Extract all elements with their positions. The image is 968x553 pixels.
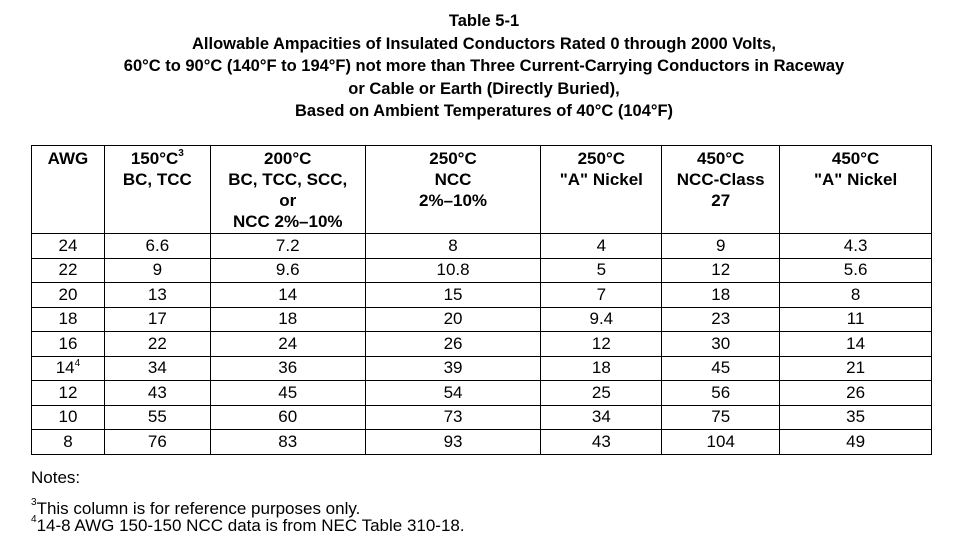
ampacity-cell: 43 xyxy=(541,430,662,455)
ampacity-cell: 5 xyxy=(541,258,662,283)
ampacity-cell: 18 xyxy=(210,307,365,332)
note-text: This column is for reference purposes only. xyxy=(36,499,361,518)
ampacity-cell: 35 xyxy=(780,405,932,430)
ampacity-cell: 39 xyxy=(365,356,541,381)
ampacity-cell: 17 xyxy=(104,307,210,332)
column-header-line: 450°C xyxy=(831,149,880,168)
ampacity-cell: 93 xyxy=(365,430,541,455)
ampacity-cell: 10.8 xyxy=(365,258,541,283)
ampacity-cell: 11 xyxy=(780,307,932,332)
ampacity-cell: 6.6 xyxy=(104,234,210,259)
ampacity-cell: 54 xyxy=(365,381,541,406)
ampacity-cell: 9.4 xyxy=(541,307,662,332)
column-header-6 xyxy=(780,146,932,234)
table-row xyxy=(32,405,932,430)
ampacity-cell: 73 xyxy=(365,405,541,430)
ampacity-cell: 45 xyxy=(662,356,780,381)
ampacity-cell: 60 xyxy=(210,405,365,430)
awg-value: 24 xyxy=(58,235,78,255)
awg-cell xyxy=(32,258,105,283)
awg-cell xyxy=(32,332,105,357)
ampacity-cell: 25 xyxy=(541,381,662,406)
column-header-line: 27 xyxy=(711,191,731,210)
table-title-line-3: or Cable or Earth (Directly Buried), xyxy=(348,79,620,98)
footnote-marker: 3 xyxy=(178,148,184,160)
ampacity-cell: 12 xyxy=(541,332,662,357)
ampacity-cell: 7 xyxy=(541,283,662,308)
table-row xyxy=(32,356,932,381)
ampacity-cell: 23 xyxy=(662,307,780,332)
awg-cell xyxy=(32,430,105,455)
column-header-line: 250°C xyxy=(577,149,626,168)
ampacity-cell: 34 xyxy=(104,356,210,381)
notes-title: Notes: xyxy=(31,468,81,487)
ampacity-cell: 43 xyxy=(104,381,210,406)
column-header-2 xyxy=(210,146,365,234)
ampacity-cell: 20 xyxy=(365,307,541,332)
awg-cell xyxy=(32,405,105,430)
awg-cell xyxy=(32,356,105,381)
table-row xyxy=(32,283,932,308)
ampacity-cell: 13 xyxy=(104,283,210,308)
note-text: 14-8 AWG 150-150 NCC data is from NEC Table 310-18. xyxy=(36,516,465,535)
column-header-line: "A" Nickel xyxy=(559,170,643,189)
awg-cell xyxy=(32,381,105,406)
column-header-5 xyxy=(662,146,780,234)
column-header-line: NCC 2%–10% xyxy=(232,212,343,231)
ampacity-table xyxy=(31,145,932,455)
awg-value: 20 xyxy=(58,284,78,304)
table-header-row xyxy=(32,146,932,234)
table-row xyxy=(32,258,932,283)
ampacity-cell: 55 xyxy=(104,405,210,430)
table-title-block xyxy=(0,10,968,123)
ampacity-cell: 5.6 xyxy=(780,258,932,283)
ampacity-cell: 36 xyxy=(210,356,365,381)
ampacity-cell: 9.6 xyxy=(210,258,365,283)
column-header-line: 200°C xyxy=(264,149,312,168)
ampacity-cell: 18 xyxy=(541,356,662,381)
column-header-line: "A" Nickel xyxy=(813,170,898,189)
ampacity-cell: 15 xyxy=(365,283,541,308)
ampacity-cell: 4 xyxy=(541,234,662,259)
note-item xyxy=(31,497,465,518)
column-header-line: NCC xyxy=(434,170,472,189)
column-header-line: BC, TCC, SCC, xyxy=(228,170,348,189)
awg-value: 22 xyxy=(58,260,78,280)
awg-cell xyxy=(32,283,105,308)
footnote-marker: 4 xyxy=(74,357,81,369)
table-title-line-4: Based on Ambient Temperatures of 40°C (104°F) xyxy=(294,102,674,120)
awg-cell xyxy=(32,234,105,259)
footnote-marker: 4 xyxy=(31,514,37,526)
awg-value: 16 xyxy=(58,333,78,353)
table-row xyxy=(32,307,932,332)
footnote-marker: 3 xyxy=(31,497,37,509)
column-header-line: 250°C xyxy=(429,149,477,168)
ampacity-cell: 26 xyxy=(780,381,932,406)
ampacity-cell: 76 xyxy=(104,430,210,455)
ampacity-cell: 14 xyxy=(210,283,365,308)
ampacity-cell: 18 xyxy=(662,283,780,308)
column-header-1 xyxy=(104,146,210,234)
ampacity-cell: 45 xyxy=(210,381,365,406)
ampacity-cell: 8 xyxy=(365,234,541,259)
column-header-4 xyxy=(541,146,662,234)
awg-value: 14 xyxy=(55,358,75,378)
ampacity-cell: 30 xyxy=(662,332,780,357)
column-header-line: 2%–10% xyxy=(419,191,488,210)
column-header-line: 450°C xyxy=(696,149,745,168)
column-header-line: 150°C$^3$ xyxy=(130,148,184,168)
awg-value: 18 xyxy=(58,309,78,329)
ampacity-cell: 49 xyxy=(780,430,932,455)
awg-cell xyxy=(32,307,105,332)
table-row xyxy=(32,332,932,357)
awg-value: 12 xyxy=(58,382,78,402)
column-header-3 xyxy=(365,146,541,234)
ampacity-cell: 75 xyxy=(662,405,780,430)
note-item xyxy=(31,514,465,535)
ampacity-cell: 8 xyxy=(780,283,932,308)
ampacity-cell: 22 xyxy=(104,332,210,357)
table-row xyxy=(32,430,932,455)
table-row xyxy=(32,234,932,259)
ampacity-cell: 21 xyxy=(780,356,932,381)
table-number: Table 5-1 xyxy=(448,12,520,30)
table-title-line-1: Allowable Ampacities of Insulated Conductors Rated 0 through 2000 Volts, xyxy=(191,34,776,53)
ampacity-cell: 12 xyxy=(662,258,780,283)
notes-list xyxy=(31,497,465,535)
column-header-0 xyxy=(32,146,105,234)
ampacity-cell: 83 xyxy=(210,430,365,455)
table-row xyxy=(32,381,932,406)
column-header-line: or xyxy=(279,191,297,210)
column-header-line: NCC-Class xyxy=(676,170,765,189)
ampacity-cell: 4.3 xyxy=(780,234,932,259)
column-header-line: AWG xyxy=(47,149,89,168)
ampacity-cell: 14 xyxy=(780,332,932,357)
table-title-line-2: 60°C to 90°C (140°F to 194°F) not more than Three Current-Carrying Conductors in Raceway xyxy=(123,57,845,75)
ampacity-cell: 26 xyxy=(365,332,541,357)
awg-value: 8 xyxy=(63,431,73,451)
table-body xyxy=(32,234,932,455)
ampacity-cell: 56 xyxy=(662,381,780,406)
ampacity-cell: 9 xyxy=(104,258,210,283)
awg-value: 10 xyxy=(58,407,78,427)
column-header-line: BC, TCC xyxy=(122,170,192,189)
ampacity-cell: 104 xyxy=(662,430,780,455)
ampacity-cell: 34 xyxy=(541,405,662,430)
ampacity-cell: 7.2 xyxy=(210,234,365,259)
ampacity-cell: 9 xyxy=(662,234,780,259)
notes-section xyxy=(31,468,465,534)
ampacity-cell: 24 xyxy=(210,332,365,357)
